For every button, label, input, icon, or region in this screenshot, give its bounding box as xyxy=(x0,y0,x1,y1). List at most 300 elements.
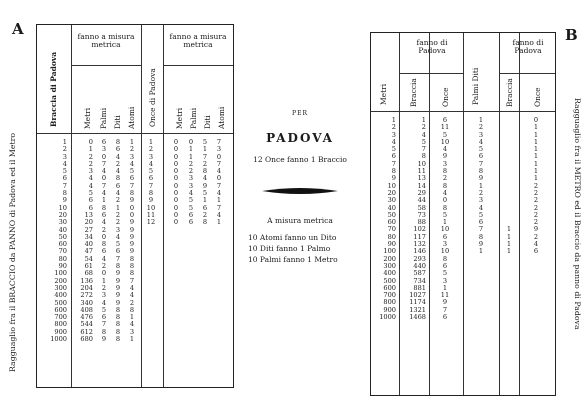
col-r-metri-cell: 6 xyxy=(391,152,396,161)
col-metri-cell: 6 xyxy=(88,196,93,205)
col-diti-cell: 3 xyxy=(115,225,121,234)
col-r-once-cell: 10 xyxy=(440,225,450,234)
col-palmi-cell: 1 xyxy=(101,196,107,205)
col-diti xyxy=(113,139,123,343)
col-r-palmi xyxy=(467,117,495,256)
col-r-p-braccia-cell xyxy=(501,183,517,190)
col-r-metri-cell: 2 xyxy=(391,123,396,132)
col-r-p-once-cell: 2 xyxy=(533,218,539,227)
left-side-title: Ragguaglio fra il BRACCIO da PANNO di Padova ed il Metro xyxy=(8,132,17,372)
col-metri-cell: 340 xyxy=(80,298,93,307)
col-braccia-cell: 7 xyxy=(62,181,67,190)
col-braccia-cell: 10 xyxy=(58,203,67,212)
col-r-p-once-cell: 1 xyxy=(533,152,539,161)
col-r-palmi-cell: 6 xyxy=(478,152,484,161)
col-r-metri-cell: 60 xyxy=(387,218,396,227)
sub-metri: Metri xyxy=(83,107,92,129)
col-r-palmi-cell: 7 xyxy=(478,159,484,168)
col-r-palmi-cell: 9 xyxy=(478,240,484,249)
col-once-cell: 8 xyxy=(148,189,154,198)
col-palmi-cell: 0 xyxy=(101,174,107,183)
col-atomi-cell: 9 xyxy=(129,247,135,256)
col-o-palmi-cell: 6 xyxy=(188,218,194,227)
col-r-metri-cell: 1 xyxy=(391,116,396,124)
col-diti-cell: 5 xyxy=(115,240,121,249)
header-once: Once di Padova xyxy=(148,68,157,127)
col-braccia-cell: 300 xyxy=(54,283,67,292)
col-palmi-cell: 3 xyxy=(101,145,107,154)
col-metri-cell: 2 xyxy=(88,159,93,168)
col-palmi-cell: 4 xyxy=(101,218,107,227)
header-r-palmi: Palmi Diti xyxy=(471,67,480,105)
col-o-diti-cell: 6 xyxy=(202,203,208,212)
col-r-braccia-cell: 11 xyxy=(417,167,426,176)
col-r-once xyxy=(433,117,457,321)
col-o-atomi-cell: 4 xyxy=(216,210,222,219)
col-metri-cell: 13 xyxy=(84,210,93,219)
col-o-atomi-cell: 3 xyxy=(216,145,222,154)
col-palmi-cell: 4 xyxy=(101,189,107,198)
col-r-metri-cell: 40 xyxy=(387,203,396,212)
col-o-palmi-cell: 3 xyxy=(188,174,194,183)
col-r-palmi-cell: 1 xyxy=(478,116,484,124)
col-diti-cell: 8 xyxy=(115,327,121,336)
col-o-palmi-cell: 5 xyxy=(188,196,194,205)
col-braccia-cell: 800 xyxy=(54,320,67,329)
col-o-palmi-cell: 4 xyxy=(188,189,194,198)
col-braccia-cell: 600 xyxy=(54,305,67,314)
col-once-cell: 12 xyxy=(146,218,156,227)
col-atomi-cell: 2 xyxy=(129,145,135,154)
col-r-palmi-cell: 1 xyxy=(478,247,484,256)
col-o-diti-cell: 8 xyxy=(202,218,208,227)
col-o-metri xyxy=(171,139,181,227)
col-r-p-once-cell: 4 xyxy=(533,240,539,249)
page-letter-b: B xyxy=(565,26,578,44)
col-r-once-cell: 4 xyxy=(442,188,448,197)
col-r-braccia-cell: 440 xyxy=(413,261,426,270)
col-o-metri-cell: 0 xyxy=(173,167,179,176)
col-r-p-once-cell: 2 xyxy=(533,203,539,212)
col-braccia-cell: 70 xyxy=(58,247,67,256)
col-palmi-cell: 0 xyxy=(101,232,107,241)
col-braccia-cell: 500 xyxy=(54,298,67,307)
col-atomi-cell: 9 xyxy=(129,218,135,227)
col-r-metri-cell: 8 xyxy=(391,167,396,176)
col-diti-cell: 9 xyxy=(115,276,121,285)
col-r-p-once-cell: 1 xyxy=(533,167,539,176)
col-diti-cell: 6 xyxy=(115,247,121,256)
col-braccia-cell: 9 xyxy=(62,196,67,205)
col-braccia xyxy=(39,139,67,343)
col-atomi-cell: 1 xyxy=(129,335,135,344)
col-o-palmi-cell: 1 xyxy=(188,145,194,154)
col-r-p-braccia-cell xyxy=(501,190,517,197)
col-r-p-braccia-cell xyxy=(501,117,517,124)
col-metri-cell: 40 xyxy=(84,240,93,249)
col-o-metri-cell: 0 xyxy=(173,210,179,219)
col-o-atomi-cell: 4 xyxy=(216,167,222,176)
col-r-once-cell: 5 xyxy=(442,210,448,219)
col-palmi-cell: 8 xyxy=(101,240,107,249)
col-r-once-cell: 6 xyxy=(442,116,448,124)
col-o-diti xyxy=(200,139,210,227)
col-once-cell: 2 xyxy=(148,145,154,154)
col-atomi-cell: 8 xyxy=(129,254,135,263)
col-palmi-cell: 8 xyxy=(101,203,107,212)
col-r-braccia-cell: 5 xyxy=(421,137,426,146)
col-r-p-once-cell: 2 xyxy=(533,196,539,205)
col-o-metri-cell: 0 xyxy=(173,196,179,205)
col-o-diti-cell: 5 xyxy=(202,189,208,198)
page-letter-a: A xyxy=(12,20,24,38)
col-braccia-cell: 4 xyxy=(62,159,67,168)
col-diti-cell: 2 xyxy=(115,196,121,205)
col-r-p-braccia-cell xyxy=(501,168,517,175)
col-braccia-cell: 40 xyxy=(58,225,67,234)
col-r-p-braccia-cell xyxy=(501,153,517,160)
col-r-p-once-cell: 9 xyxy=(533,225,539,234)
col-r-braccia-cell: 2 xyxy=(421,123,426,132)
col-r-braccia-cell: 1027 xyxy=(409,291,426,300)
col-r-p-once-cell: 2 xyxy=(533,210,539,219)
col-atomi-cell: 9 xyxy=(129,225,135,234)
col-metri-cell: 680 xyxy=(80,335,93,344)
left-table xyxy=(36,24,234,388)
col-r-braccia-cell: 10 xyxy=(417,159,426,168)
col-r-p-once-cell: 2 xyxy=(533,181,539,190)
col-o-metri-cell: 0 xyxy=(173,189,179,198)
col-palmi xyxy=(99,139,109,343)
col-once-cell: 6 xyxy=(148,174,154,183)
col-diti-cell: 4 xyxy=(115,232,121,241)
col-r-braccia-cell: 7 xyxy=(421,145,426,154)
col-r-p-braccia-cell xyxy=(501,175,517,182)
col-once-cell: 3 xyxy=(148,152,154,161)
col-atomi-cell: 3 xyxy=(129,152,135,161)
col-r-metri-cell: 70 xyxy=(387,225,396,234)
col-palmi-cell: 4 xyxy=(101,167,107,176)
col-r-p-once-cell: 2 xyxy=(533,188,539,197)
col-r-p-once-cell: 1 xyxy=(533,137,539,146)
col-palmi-cell: 2 xyxy=(101,283,107,292)
col-r-palmi-cell: 1 xyxy=(478,181,484,190)
col-r-metri-cell: 20 xyxy=(387,188,396,197)
col-r-palmi-cell: 3 xyxy=(478,130,484,139)
col-atomi-cell: 6 xyxy=(129,174,135,183)
col-once-cell: 9 xyxy=(148,196,154,205)
col-diti-cell: 8 xyxy=(115,313,121,322)
col-braccia-cell: 3 xyxy=(62,152,67,161)
col-diti-cell: 8 xyxy=(115,320,121,329)
col-r-once-cell: 7 xyxy=(442,305,448,314)
col-r-metri-cell: 400 xyxy=(383,269,396,278)
col-r-metri-cell: 700 xyxy=(383,291,396,300)
col-palmi-cell: 3 xyxy=(101,291,107,300)
col-palmi-cell: 6 xyxy=(101,247,107,256)
col-metri-cell: 408 xyxy=(80,305,93,314)
col-r-once-cell: 5 xyxy=(442,269,448,278)
col-r-once-cell: 2 xyxy=(442,174,448,183)
col-r-p-braccia-cell: 1 xyxy=(506,232,512,241)
col-r-once-cell: 8 xyxy=(442,254,448,263)
col-atomi-cell: 4 xyxy=(129,283,135,292)
col-r-p-once-cell: 1 xyxy=(533,123,539,132)
col-palmi-cell: 4 xyxy=(101,298,107,307)
col-atomi-cell: 4 xyxy=(129,320,135,329)
col-metri xyxy=(75,139,93,343)
col-o-palmi-cell: 3 xyxy=(188,181,194,190)
sub2-diti: Diti xyxy=(203,115,212,129)
col-r-palmi-cell: 5 xyxy=(478,145,484,154)
sub2-atomi: Atomi xyxy=(217,106,226,129)
col-o-metri-cell: 0 xyxy=(173,138,179,146)
sub-palmi: Palmi xyxy=(99,107,108,129)
col-palmi-cell: 0 xyxy=(101,152,107,161)
header-group1: fanno a misura metrica xyxy=(77,32,135,49)
col-metri-cell: 612 xyxy=(80,327,93,336)
col-r-braccia-cell: 1174 xyxy=(409,298,426,307)
col-r-palmi-cell: 2 xyxy=(478,188,484,197)
col-diti-cell: 2 xyxy=(115,210,121,219)
col-r-palmi-cell: 3 xyxy=(478,196,484,205)
col-once-cell: 4 xyxy=(148,159,154,168)
col-r-metri-cell: 500 xyxy=(383,276,396,285)
col-braccia-cell: 1 xyxy=(62,138,67,146)
col-diti-cell: 2 xyxy=(115,218,121,227)
col-atomi-cell: 8 xyxy=(129,269,135,278)
col-once-cell: 10 xyxy=(146,203,156,212)
col-atomi-cell: 7 xyxy=(129,276,135,285)
col-r-metri-cell: 600 xyxy=(383,283,396,292)
col-o-metri-cell: 0 xyxy=(173,145,179,154)
col-atomi-cell: 9 xyxy=(129,232,135,241)
col-r-metri-cell: 50 xyxy=(387,210,396,219)
col-palmi-cell: 9 xyxy=(101,335,107,344)
col-r-metri-cell: 90 xyxy=(387,240,396,249)
col-braccia-cell: 100 xyxy=(54,269,67,278)
col-metri-cell: 5 xyxy=(88,189,93,198)
col-o-atomi xyxy=(214,139,224,227)
col-r-palmi-cell: 2 xyxy=(478,123,484,132)
col-r-braccia-cell: 1468 xyxy=(409,313,426,322)
col-o-atomi-cell: 7 xyxy=(216,203,222,212)
col-atomi-cell: 0 xyxy=(129,210,135,219)
col-r-braccia-cell: 1321 xyxy=(409,305,426,314)
col-o-diti-cell: 4 xyxy=(202,174,208,183)
col-metri-cell: 1 xyxy=(88,145,93,154)
col-metri-cell: 0 xyxy=(88,138,93,146)
header-r-group1: fanno di Padova xyxy=(416,38,448,55)
col-r-once-cell: 11 xyxy=(440,123,450,132)
sub-r2-braccia: Braccia xyxy=(505,78,514,107)
right-table xyxy=(370,32,556,396)
col-r-once-cell: 8 xyxy=(442,167,448,176)
right-side-title: Ragguaglio fra il METRO ed il Braccio da panno di Padova xyxy=(573,98,582,330)
col-r-palmi-cell: 9 xyxy=(478,174,484,183)
sub-r-once: Once xyxy=(441,87,450,107)
col-o-palmi-cell: 2 xyxy=(188,167,194,176)
col-braccia-cell: 80 xyxy=(58,254,67,263)
col-braccia-cell: 6 xyxy=(62,174,67,183)
col-palmi-cell: 2 xyxy=(101,262,107,271)
col-diti-cell: 9 xyxy=(115,283,121,292)
col-metri-cell: 2 xyxy=(88,152,93,161)
center-line3: 10 Diti fanno 1 Palmo xyxy=(248,244,331,253)
col-r-once-cell: 1 xyxy=(442,218,448,227)
col-metri-cell: 136 xyxy=(80,276,93,285)
col-r-palmi-cell: 8 xyxy=(478,167,484,176)
col-o-atomi-cell: 1 xyxy=(216,196,222,205)
col-r-metri-cell: 10 xyxy=(387,181,396,190)
col-r-braccia xyxy=(402,117,426,321)
col-diti-cell: 8 xyxy=(115,138,121,146)
col-r-once-cell: 6 xyxy=(442,261,448,270)
col-r-braccia-cell: 88 xyxy=(417,218,426,227)
col-braccia-cell: 50 xyxy=(58,232,67,241)
col-braccia-cell: 1000 xyxy=(50,335,67,344)
col-r-once-cell: 6 xyxy=(442,313,448,322)
col-r-braccia-cell: 881 xyxy=(413,283,426,292)
col-r-p-once xyxy=(523,117,549,256)
col-r-metri-cell: 100 xyxy=(383,247,396,256)
col-o-atomi-cell: 4 xyxy=(216,189,222,198)
col-r-braccia-cell: 13 xyxy=(417,174,426,183)
col-metri-cell: 34 xyxy=(84,232,93,241)
col-diti-cell: 8 xyxy=(115,305,121,314)
col-r-once-cell: 10 xyxy=(440,247,450,256)
col-o-palmi-cell: 1 xyxy=(188,152,194,161)
col-o-atomi-cell: 0 xyxy=(216,152,222,161)
col-o-diti-cell: 9 xyxy=(202,181,208,190)
col-atomi-cell: 1 xyxy=(129,138,135,146)
col-r-metri-cell: 80 xyxy=(387,232,396,241)
col-o-metri-cell: 0 xyxy=(173,203,179,212)
header-r-group2: fanno di Padova xyxy=(512,38,544,55)
col-r-p-braccia-cell xyxy=(501,139,517,146)
col-r-metri-cell: 9 xyxy=(391,174,396,183)
col-atomi-cell: 7 xyxy=(129,181,135,190)
col-r-p-once-cell: 1 xyxy=(533,145,539,154)
col-r-once-cell: 11 xyxy=(440,291,450,300)
col-r-once-cell: 3 xyxy=(442,276,448,285)
col-o-metri-cell: 0 xyxy=(173,152,179,161)
col-o-palmi-cell: 6 xyxy=(188,210,194,219)
center-line2: 10 Atomi fanno un Dito xyxy=(248,233,337,242)
col-r-palmi-cell: 7 xyxy=(478,225,484,234)
col-atomi-cell: 8 xyxy=(129,305,135,314)
col-r-braccia-cell: 1 xyxy=(421,116,426,124)
col-braccia-cell: 200 xyxy=(54,276,67,285)
col-metri-cell: 20 xyxy=(84,218,93,227)
col-braccia-cell: 5 xyxy=(62,167,67,176)
col-braccia-cell: 700 xyxy=(54,313,67,322)
col-palmi-cell: 6 xyxy=(101,313,107,322)
col-palmi-cell: 7 xyxy=(101,181,107,190)
header-group2: fanno a misura metrica xyxy=(169,32,227,49)
col-metri-cell: 476 xyxy=(80,313,93,322)
col-r-braccia-cell: 44 xyxy=(417,196,426,205)
col-diti-cell: 6 xyxy=(115,181,121,190)
col-r-braccia-cell: 146 xyxy=(413,247,426,256)
col-r-braccia-cell: 58 xyxy=(417,203,426,212)
col-r-p-once-cell: 2 xyxy=(533,232,539,241)
col-diti-cell: 8 xyxy=(115,262,121,271)
col-diti-cell: 9 xyxy=(115,298,121,307)
col-r-once-cell: 9 xyxy=(442,152,448,161)
col-metri-cell: 27 xyxy=(84,225,93,234)
col-r-p-braccia-cell xyxy=(501,161,517,168)
col-r-palmi-cell: 6 xyxy=(478,218,484,227)
col-atomi-cell: 2 xyxy=(129,298,135,307)
col-o-atomi-cell: 0 xyxy=(216,174,222,183)
col-palmi-cell: 0 xyxy=(101,269,107,278)
col-r-braccia-cell: 587 xyxy=(413,269,426,278)
col-metri-cell: 544 xyxy=(80,320,93,329)
col-metri-cell: 204 xyxy=(80,283,93,292)
col-r-metri-cell: 1000 xyxy=(379,313,396,322)
col-diti-cell: 9 xyxy=(115,269,121,278)
col-palmi-cell: 2 xyxy=(101,225,107,234)
sub-r2-once: Once xyxy=(533,87,542,107)
col-r-metri-cell: 30 xyxy=(387,196,396,205)
col-metri-cell: 54 xyxy=(84,254,93,263)
col-r-palmi-cell: 4 xyxy=(478,137,484,146)
col-o-diti-cell: 8 xyxy=(202,167,208,176)
col-palmi-cell: 7 xyxy=(101,320,107,329)
col-r-p-braccia-cell xyxy=(501,212,517,219)
col-metri-cell: 47 xyxy=(84,247,93,256)
col-r-braccia-cell: 117 xyxy=(413,232,426,241)
col-braccia-cell: 60 xyxy=(58,240,67,249)
header-r-metri: Metri xyxy=(379,83,388,105)
center-per: PER xyxy=(292,110,308,117)
col-braccia-cell: 8 xyxy=(62,189,67,198)
col-r-metri-cell: 800 xyxy=(383,298,396,307)
col-atomi-cell: 4 xyxy=(129,159,135,168)
col-r-braccia-cell: 132 xyxy=(413,240,426,249)
col-atomi-cell: 8 xyxy=(129,262,135,271)
sub2-palmi: Palmi xyxy=(189,107,198,129)
col-r-braccia-cell: 14 xyxy=(417,181,426,190)
col-braccia-cell: 900 xyxy=(54,327,67,336)
col-braccia-cell: 90 xyxy=(58,262,67,271)
col-braccia-cell: 30 xyxy=(58,218,67,227)
col-r-once-cell: 3 xyxy=(442,159,448,168)
col-r-p-braccia-cell xyxy=(501,197,517,204)
col-o-atomi-cell: 1 xyxy=(216,218,222,227)
col-r-metri-cell: 900 xyxy=(383,305,396,314)
col-o-diti-cell: 1 xyxy=(202,196,208,205)
col-r-palmi-cell: 8 xyxy=(478,232,484,241)
col-r-metri-cell: 5 xyxy=(391,145,396,154)
ornament-icon xyxy=(260,186,340,196)
col-diti-cell: 8 xyxy=(115,335,121,344)
col-r-p-braccia-cell xyxy=(501,124,517,131)
col-o-diti-cell: 2 xyxy=(202,210,208,219)
center-line4: 10 Palmi fanno 1 Metro xyxy=(248,255,338,264)
col-o-atomi-cell: 7 xyxy=(216,159,222,168)
col-r-braccia-cell: 73 xyxy=(417,210,426,219)
col-r-p-braccia xyxy=(501,117,517,256)
col-r-palmi-cell: 5 xyxy=(478,210,484,219)
col-r-p-once-cell: 6 xyxy=(533,247,539,256)
col-r-p-once-cell: 0 xyxy=(533,116,539,124)
col-braccia-cell: 20 xyxy=(58,210,67,219)
col-r-braccia-cell: 29 xyxy=(417,188,426,197)
center-line1: 12 Once fanno 1 Braccio xyxy=(253,155,347,164)
col-o-metri-cell: 0 xyxy=(173,181,179,190)
